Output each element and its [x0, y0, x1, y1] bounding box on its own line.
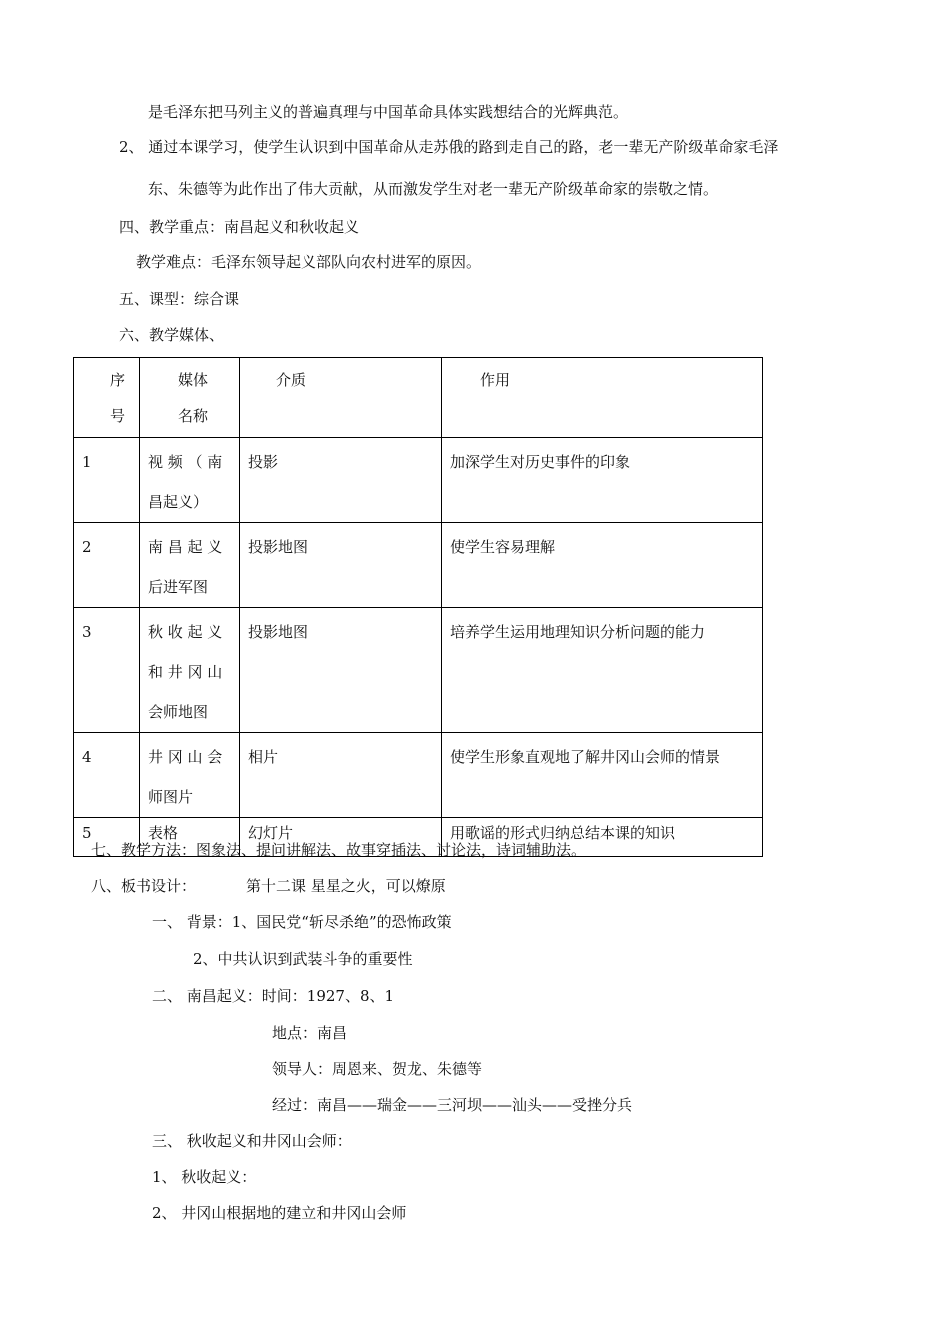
- board-item-location: 地点：南昌: [272, 1024, 348, 1042]
- header-name-line2: 名称: [178, 407, 209, 425]
- header-name: [140, 358, 240, 438]
- row-name-line2: 和 井 冈 山: [148, 663, 223, 681]
- row-name: [140, 523, 240, 608]
- board-design-label: 八、板书设计：: [91, 877, 197, 895]
- table-row: [74, 608, 763, 733]
- row-name: [140, 608, 240, 733]
- header-medium-label: 介质: [276, 371, 307, 389]
- objective-2-text-continued: 东、朱德等为此作出了伟大贡献，从而激发学生对老一辈无产阶级革命家的崇敬之情。: [148, 180, 719, 198]
- media-table: [73, 357, 763, 857]
- board-item-background-2: 2、中共认识到武装斗争的重要性: [193, 950, 413, 968]
- row-name-line1: 南 昌 起 义: [148, 538, 223, 556]
- row-medium: 投影: [240, 438, 442, 523]
- teaching-focus: 四、教学重点：南昌起义和秋收起义: [119, 218, 360, 236]
- row-name: [140, 438, 240, 523]
- table-row: [74, 733, 763, 818]
- board-item-nanchang: 二、 南昌起义：时间：1927、8、1: [152, 987, 395, 1005]
- row-name-line1: 井 冈 山 会: [148, 748, 223, 766]
- row-num: 1: [74, 438, 140, 523]
- lesson-type: 五、课型：综合课: [119, 290, 240, 308]
- row-name-line2: 后进军图: [148, 578, 209, 596]
- row-num: 3: [74, 608, 140, 733]
- row-medium: 投影地图: [240, 523, 442, 608]
- table-header-row: [74, 358, 763, 438]
- teaching-media-heading: 六、教学媒体、: [119, 326, 225, 344]
- row-name: 表格: [140, 818, 240, 857]
- row-name-line3: 会师地图: [148, 703, 209, 721]
- row-purpose: 培养学生运用地理知识分析问题的能力: [442, 608, 763, 733]
- header-purpose: [442, 358, 763, 438]
- row-num: 5: [74, 818, 140, 857]
- row-purpose: 使学生形象直观地了解井冈山会师的情景: [442, 733, 763, 818]
- board-item-leaders: 领导人：周恩来、贺龙、朱德等: [272, 1060, 483, 1078]
- objective-text-continued: 是毛泽东把马列主义的普遍真理与中国革命具体实践想结合的光辉典范。: [148, 103, 629, 121]
- row-purpose: 使学生容易理解: [442, 523, 763, 608]
- row-medium: 幻灯片: [240, 818, 442, 857]
- row-purpose: 用歌谣的形式归纳总结本课的知识: [442, 818, 763, 857]
- header-purpose-label: 作用: [480, 371, 511, 389]
- row-name-line2: 师图片: [148, 788, 194, 806]
- board-item-autumn-harvest: 三、 秋收起义和井冈山会师：: [152, 1132, 352, 1150]
- header-seq-line1: 序: [110, 371, 126, 389]
- table-row: [74, 438, 763, 523]
- row-medium: 相片: [240, 733, 442, 818]
- board-item-autumn-harvest-1: 1、 秋收起义：: [152, 1168, 257, 1186]
- board-item-background: 一、 背景：1、国民党“斩尽杀绝”的恐怖政策: [152, 913, 452, 931]
- board-item-process: 经过：南昌——瑞金——三河坝——汕头——受挫分兵: [272, 1096, 633, 1114]
- teaching-difficulty: 教学难点：毛泽东领导起义部队向农村进军的原因。: [136, 253, 482, 271]
- teaching-methods: 七、教学方法：图象法、提问讲解法、故事穿插法、讨论法，诗词辅助法。: [91, 841, 587, 859]
- board-item-jinggangshan: 2、 井冈山根据地的建立和井冈山会师: [152, 1204, 407, 1222]
- row-num: 2: [74, 523, 140, 608]
- header-medium: [240, 358, 442, 438]
- row-num: 4: [74, 733, 140, 818]
- row-name-line1: 秋 收 起 义: [148, 623, 223, 641]
- header-seq-line2: 号: [110, 407, 126, 425]
- objective-2-text: 2、 通过本课学习，使学生认识到中国革命从走苏俄的路到走自己的路，老一辈无产阶级革命家毛泽: [119, 138, 779, 156]
- row-name-line2: 昌起义）: [148, 493, 209, 511]
- row-purpose: 加深学生对历史事件的印象: [442, 438, 763, 523]
- row-name-line1: 视 频 （ 南: [148, 453, 223, 471]
- row-medium: 投影地图: [240, 608, 442, 733]
- table-row: [74, 523, 763, 608]
- row-name: [140, 733, 240, 818]
- header-name-line1: 媒体: [178, 371, 209, 389]
- header-seq: [74, 358, 140, 438]
- board-design-title: 第十二课 星星之火，可以燎原: [246, 877, 446, 895]
